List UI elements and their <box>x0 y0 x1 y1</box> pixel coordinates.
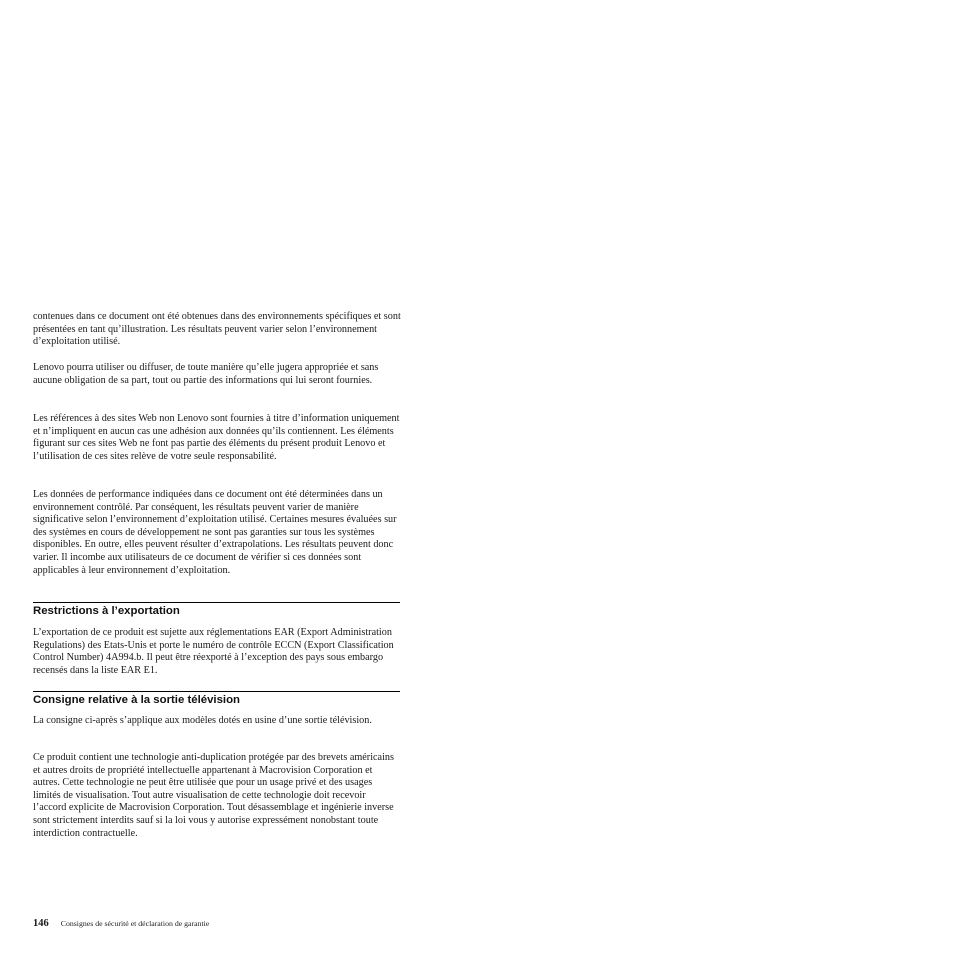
page-footer <box>33 913 209 931</box>
section-heading-tv-output: Consigne relative à la sortie télévision <box>33 694 241 706</box>
section-heading-export-restrictions: Restrictions à l’exportation <box>33 605 180 617</box>
paragraph-lenovo-information-use: Lenovo pourra utiliser ou diffuser, de toute manière qu’elle jugera appropriée et sans aucune obligation de sa part, tout ou partie des informations qui lui seront fournies. <box>33 362 379 386</box>
paragraph-macrovision-technology: Ce produit contient une technologie anti-duplication protégée par des brevets américains et autres droits de propriété intellectuelle appartenant à Macrovision Corporation et autres. Cette technologie ne peut être utilisée que pour un usage privé et des usages limités de visualisation. Tout autre visualisation de cette technologie doit recevoir l’accord explicite de Macrovision Corporation. Tout désassemblage et ingénierie inverse sont strictement interdits sauf si la loi vous y autorise expressément nonobstant toute interdiction contractuelle. <box>33 752 394 839</box>
paragraph-external-websites: Les références à des sites Web non Lenovo sont fournies à titre d’information uniquement et n’impliquent en aucun cas une adhésion aux données qu’ils contiennent. Les éléments figurant sur ces sites Web ne font pas partie des éléments du présent produit Lenovo et l’utilisation de ces sites relève de votre seule responsabilité. <box>33 413 400 462</box>
paragraph-export-regulations: L’exportation de ce produit est sujette aux réglementations EAR (Export Administration Regulations) des Etats-Unis et porte le numéro de contrôle ECCN (Export Classification Control Number) 4A994.b. Il peut être réexporté à l’exception des pays sous embargo recensés dans la liste EAR E1. <box>33 627 394 676</box>
page-number: 146 <box>33 918 49 929</box>
section-divider-tv-output <box>33 691 400 692</box>
paragraph-performance-data: Les données de performance indiquées dans ce document ont été déterminées dans un environnement contrôlé. Par conséquent, les résultats peuvent varier de manière significative selon l’environnement d’exploitation utilisé. Certaines mesures évaluées sur des systèmes en cours de développement ne sont pas garanties sur tous les systèmes disponibles. En outre, elles peuvent résulter d’extrapolations. Les résultats peuvent donc varier. Il incombe aux utilisateurs de ce document de vérifier si ces données sont applicables à leur environnement d’exploitation. <box>33 489 397 576</box>
paragraph-results-environment: contenues dans ce document ont été obtenues dans des environnements spécifiques et sont présentées en tant qu’illustration. Les résultats peuvent varier selon l’environnement d’exploitation utilisé. <box>33 311 401 348</box>
section-divider-export <box>33 602 400 603</box>
paragraph-tv-output-models: La consigne ci-après s’applique aux modèles dotés en usine d’une sortie télévision. <box>33 715 372 726</box>
footer-document-title: Consignes de sécurité et déclaration de garantie <box>60 919 210 928</box>
